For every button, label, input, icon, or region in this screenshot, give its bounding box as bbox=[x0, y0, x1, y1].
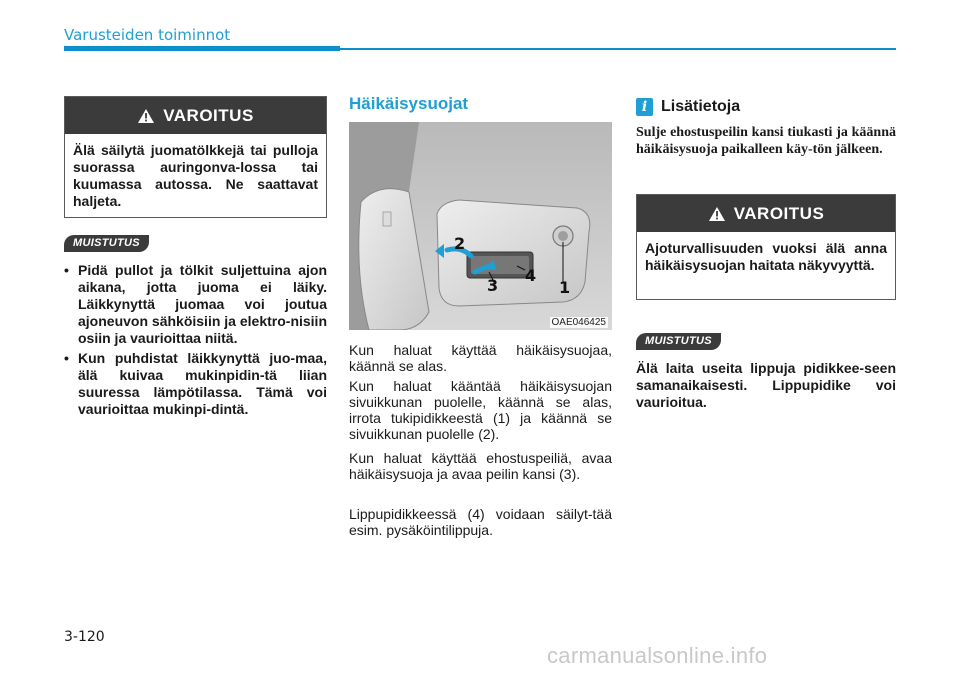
sun-visor-drawing bbox=[349, 122, 612, 330]
warning-header bbox=[637, 195, 895, 232]
info-title: Lisätietoja bbox=[661, 98, 741, 115]
section-header: Varusteiden toiminnot bbox=[64, 26, 231, 44]
figure-code: OAE046425 bbox=[551, 317, 606, 328]
paragraph: Kun haluat kääntää häikäisysuojan sivuikkunan puolelle, käännä se alas, irrota tukipidikkeestä (1) ja käännä se sivuikkunan puolelle (2). bbox=[349, 378, 612, 442]
sun-visor-illustration bbox=[349, 122, 612, 330]
warning-text: Älä säilytä juomatölkkejä tai pulloja suorassa auringonva-lossa tai kuumassa autossa. Ne saattavat haljeta. bbox=[73, 142, 318, 209]
warning-triangle-icon bbox=[708, 206, 726, 222]
warning-heading: VAROITUS bbox=[163, 105, 254, 125]
warning-triangle-icon bbox=[137, 108, 155, 124]
page-number: 3-120 bbox=[64, 629, 105, 645]
watermark: carmanualsonline.info bbox=[547, 643, 768, 668]
section-title: Häikäisysuojat bbox=[349, 94, 469, 113]
info-icon: i bbox=[636, 98, 653, 116]
warning-header bbox=[65, 97, 326, 134]
callout-number: 2 bbox=[454, 234, 466, 253]
callout-number: 3 bbox=[487, 276, 499, 295]
list-item: • Pidä pullot ja tölkit suljettuina ajon aikana, jotta juoma ei läiky. Läikkynyttä juomaa voi joutua ajoneuvon sähköisiin ja elektro-nisiin osiin ja vaurioittaa niitä. bbox=[64, 262, 327, 347]
callout-number: 4 bbox=[525, 266, 537, 285]
header-rule-thick bbox=[64, 46, 340, 51]
warning-text: Ajoturvallisuuden vuoksi älä anna häikäisysuojan haitata näkyvyyttä. bbox=[645, 240, 887, 273]
info-heading bbox=[636, 98, 740, 116]
header-rule-thin bbox=[340, 48, 896, 50]
notice-list bbox=[64, 262, 327, 421]
list-item: • Kun puhdistat läikkynyttä juo-maa, älä kuivaa mukinpidin-tä liian suuressa lämpötilassa. Tämä voi vaurioittaa mukinpi-dintä. bbox=[64, 350, 327, 418]
warning-box-visibility bbox=[636, 194, 896, 300]
paragraph: Lippupidikkeessä (4) voidaan säilyt-tää esim. pysäköintilippuja. bbox=[349, 506, 612, 538]
warning-box-drinks bbox=[64, 96, 327, 218]
callout-number: 1 bbox=[559, 278, 571, 297]
paragraph: Kun haluat käyttää ehostuspeiliä, avaa häikäisysuoja ja avaa peilin kansi (3). bbox=[349, 450, 612, 482]
paragraph: Kun haluat käyttää häikäisysuojaa, käännä se alas. bbox=[349, 342, 612, 374]
notice-label: MUISTUTUS bbox=[64, 235, 149, 252]
info-text: Sulje ehostuspeilin kansi tiukasti ja käännä häikäisysuoja paikalleen käy-tön jälkeen. bbox=[636, 125, 896, 157]
notice-text: Älä laita useita lippuja pidikkee-seen samanaikaisesti. Lippupidike voi vaurioitua. bbox=[636, 360, 896, 410]
notice-label: MUISTUTUS bbox=[636, 333, 721, 350]
warning-heading: VAROITUS bbox=[733, 203, 825, 223]
